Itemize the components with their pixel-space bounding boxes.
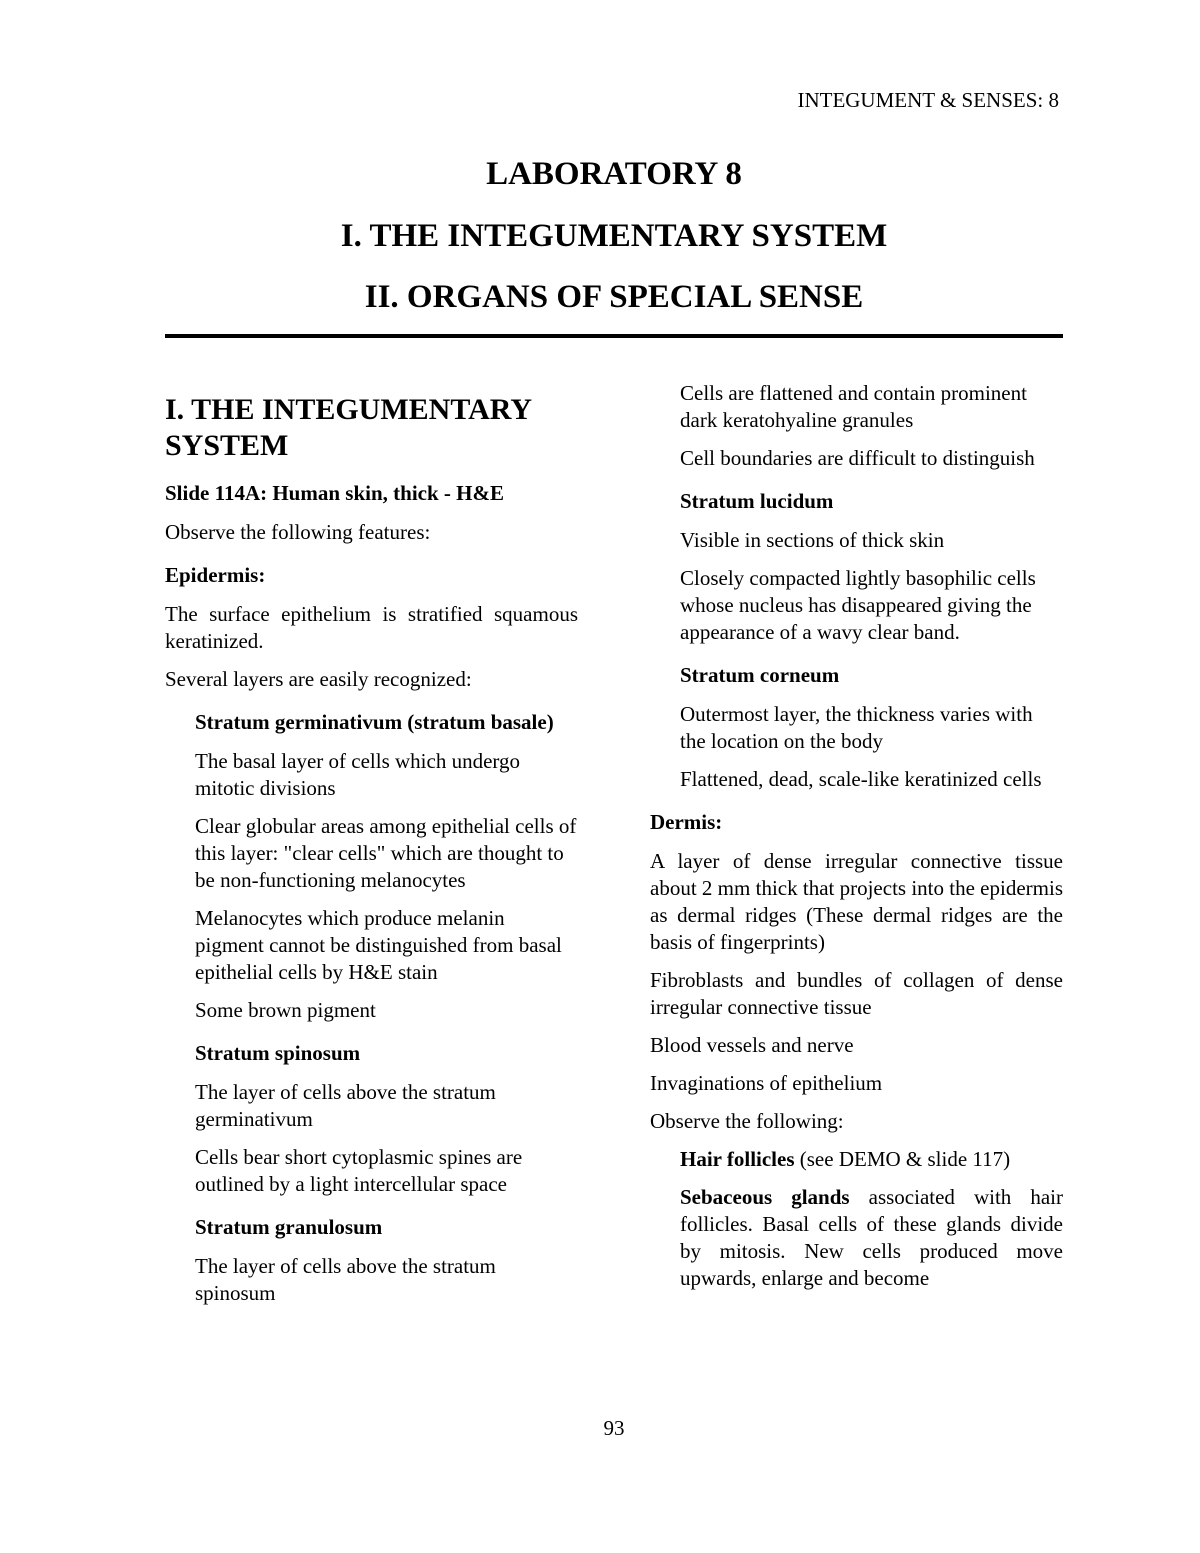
part1-title: I. THE INTEGUMENTARY SYSTEM [340, 218, 888, 254]
layers-intro: Several layers are easily recognized: [165, 667, 472, 691]
part2-title: II. ORGANS OF SPECIAL SENSE [364, 279, 864, 315]
dermis-p3: Blood vessels and nerve [650, 1033, 854, 1057]
germinativum-p4: Some brown pigment [195, 998, 376, 1022]
germinativum-heading: Stratum germinativum (stratum basale) [195, 710, 554, 734]
spinosum-p1: The layer of cells above the stratum germinativum [195, 1080, 496, 1131]
sebaceous-glands-desc: associated with hair follicles. Basal cells of these glands divide by mitosis. New cells produced move upwards, enlarge and become [680, 1185, 1064, 1290]
granulosum-heading: Stratum granulosum [195, 1215, 383, 1239]
section-title-line1: I. THE INTEGUMENTARY [165, 393, 533, 426]
spinosum-p2: Cells bear short cytoplasmic spines are outlined by a light intercellular space [195, 1145, 523, 1196]
section-title [165, 392, 578, 464]
section-title-line2: SYSTEM [165, 429, 289, 462]
lab-title: LABORATORY 8 [486, 156, 742, 192]
observe-following: Observe the following: [650, 1109, 844, 1133]
title-block [165, 150, 1063, 314]
hair-follicles-desc: (see DEMO & slide 117) [794, 1147, 1011, 1171]
germinativum-p3: Melanocytes which produce melanin pigment cannot be distinguished from basal epithelial cells by H&E stain [195, 906, 562, 984]
epidermis-text: The surface epithelium is stratified squamous keratinized. [165, 602, 578, 653]
title-divider [165, 334, 1063, 338]
corneum-p2: Flattened, dead, scale-like keratinized cells [680, 767, 1042, 791]
lucidum-p1: Visible in sections of thick skin [680, 528, 945, 552]
sebaceous-glands-item [680, 1184, 1063, 1292]
dermis-p2: Fibroblasts and bundles of collagen of dense irregular connective tissue [650, 968, 1063, 1019]
granulosum-p3: Cell boundaries are difficult to distinguish [680, 446, 1035, 470]
slide-label: Slide 114A: Human skin, thick - H&E [165, 481, 504, 505]
granulosum-p2: Cells are flattened and contain prominent dark keratohyaline granules [680, 381, 1027, 432]
page-number: 93 [603, 1416, 625, 1440]
left-column [165, 380, 578, 1318]
corneum-p1: Outermost layer, the thickness varies with the location on the body [680, 702, 1033, 753]
sebaceous-glands-term: Sebaceous glands [680, 1185, 850, 1209]
hair-follicles-item [680, 1146, 1063, 1173]
corneum-heading: Stratum corneum [680, 663, 840, 687]
dermis-p1: A layer of dense irregular connective tissue about 2 mm thick that projects into the epidermis as dermal ridges (These dermal ridges are the basis of fingerprints) [650, 849, 1063, 954]
right-column [650, 380, 1063, 1303]
epidermis-heading: Epidermis: [165, 563, 266, 587]
lucidum-p2: Closely compacted lightly basophilic cells whose nucleus has disappeared giving the appearance of a wavy clear band. [680, 566, 1036, 644]
observe-text: Observe the following features: [165, 520, 431, 544]
lucidum-heading: Stratum lucidum [680, 489, 834, 513]
hair-follicles-term: Hair follicles [680, 1147, 795, 1171]
spinosum-heading: Stratum spinosum [195, 1041, 361, 1065]
germinativum-p1: The basal layer of cells which undergo mitotic divisions [195, 749, 520, 800]
dermis-heading: Dermis: [650, 810, 723, 834]
dermis-p4: Invaginations of epithelium [650, 1071, 883, 1095]
granulosum-p1: The layer of cells above the stratum spinosum [195, 1254, 496, 1305]
germinativum-p2: Clear globular areas among epithelial cells of this layer: "clear cells" which are thought to be non-functioning melanocytes [195, 814, 577, 892]
running-header: INTEGUMENT & SENSES: 8 [797, 88, 1059, 112]
